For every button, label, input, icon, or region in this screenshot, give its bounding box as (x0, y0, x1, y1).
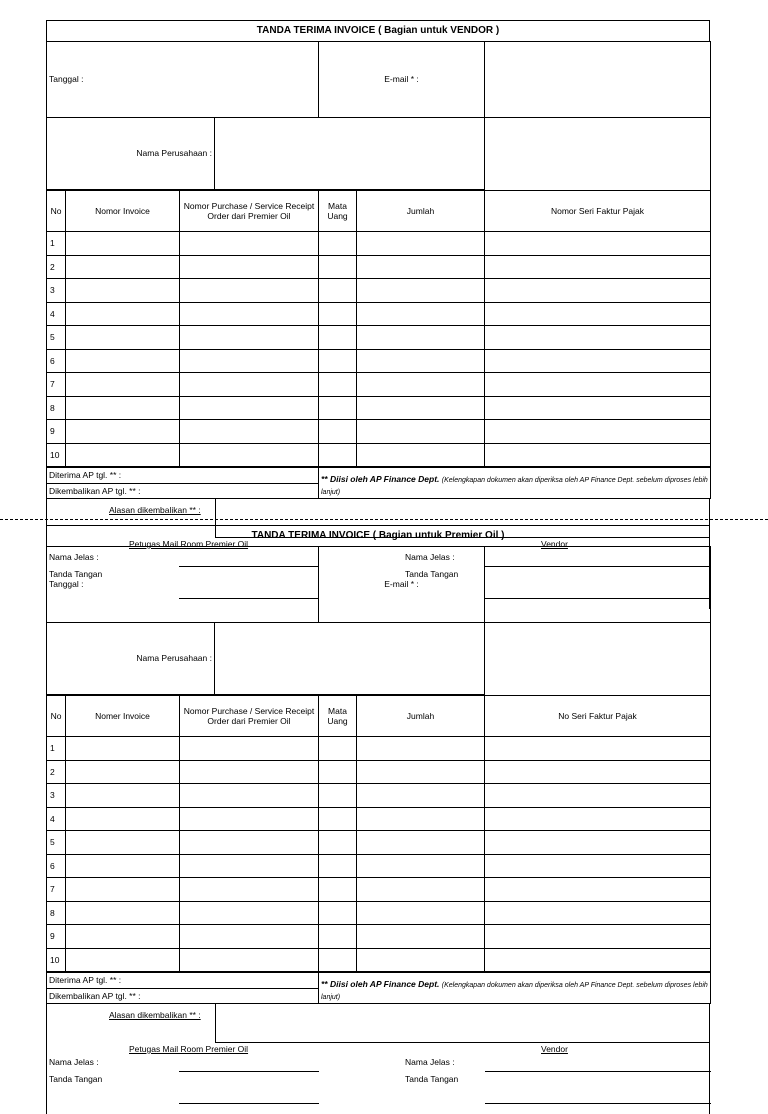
currency-cell[interactable] (319, 948, 357, 972)
invoice-cell[interactable] (66, 737, 180, 761)
currency-cell[interactable] (319, 302, 357, 326)
invoice-cell[interactable] (66, 420, 180, 444)
row-number: 5 (47, 831, 66, 855)
name-label-left: Nama Jelas : (49, 552, 99, 562)
row-number: 4 (47, 807, 66, 831)
invoice-cell[interactable] (66, 760, 180, 784)
invoice-cell[interactable] (66, 878, 180, 902)
col-po-header: Nomor Purchase / Service Receipt Order dari Premier Oil (180, 696, 319, 737)
received-date-field[interactable] (47, 468, 319, 484)
ap-note-main: ** Diisi oleh AP Finance Dept. (321, 474, 440, 484)
date-field[interactable] (47, 42, 319, 118)
po-cell[interactable] (180, 925, 319, 949)
amount-cell[interactable] (357, 784, 485, 808)
return-reason-section (46, 1004, 710, 1044)
po-cell[interactable] (180, 878, 319, 902)
table-row (47, 925, 711, 949)
company-label: Nama Perusahaan : (47, 622, 215, 694)
row-number: 8 (47, 901, 66, 925)
col-tax-header: No Seri Faktur Pajak (485, 696, 711, 737)
ap-table (46, 972, 711, 1004)
currency-cell[interactable] (319, 326, 357, 350)
row-number: 10 (47, 948, 66, 972)
row-number: 1 (47, 232, 66, 256)
ap-note-sub: (Kelengkapan dokumen akan diperiksa oleh AP Finance Dept. sebelum diproses lebih lanjut) (321, 477, 708, 496)
currency-cell[interactable] (319, 784, 357, 808)
po-cell[interactable] (180, 255, 319, 279)
company-label: Nama Perusahaan : (47, 117, 215, 189)
tax-cell[interactable] (485, 784, 711, 808)
currency-cell[interactable] (319, 396, 357, 420)
mailroom-label: Petugas Mail Room Premier Oil (129, 539, 249, 549)
amount-cell[interactable] (357, 901, 485, 925)
ap-note-sub: (Kelengkapan dokumen akan diperiksa oleh AP Finance Dept. sebelum diproses lebih lanjut) (321, 982, 708, 1001)
name-label-left: Nama Jelas : (49, 1057, 99, 1067)
table-row (47, 784, 711, 808)
tax-cell[interactable] (485, 831, 711, 855)
amount-cell[interactable] (357, 373, 485, 397)
table-row (47, 420, 711, 444)
returned-label: Dikembalikan AP tgl. ** : (49, 990, 141, 1001)
table-row (47, 279, 711, 303)
tax-cell[interactable] (485, 807, 711, 831)
row-number: 3 (47, 784, 66, 808)
po-cell[interactable] (180, 807, 319, 831)
table-row (47, 948, 711, 972)
po-cell[interactable] (180, 326, 319, 350)
col-po-header: Nomor Purchase / Service Receipt Order dari Premier Oil (180, 191, 319, 232)
row-number: 10 (47, 443, 66, 467)
tax-cell[interactable] (485, 396, 711, 420)
amount-cell[interactable] (357, 279, 485, 303)
tax-cell[interactable] (485, 302, 711, 326)
row-number: 4 (47, 302, 66, 326)
currency-cell[interactable] (319, 760, 357, 784)
col-no-header: No (47, 696, 66, 737)
tax-cell[interactable] (485, 878, 711, 902)
col-no-header: No (47, 191, 66, 232)
invoice-table (46, 695, 711, 972)
po-cell[interactable] (180, 948, 319, 972)
sign-label-left: Tanda Tangan (49, 569, 103, 579)
invoice-cell[interactable] (66, 326, 180, 350)
received-label: Diterima AP tgl. ** : (49, 975, 122, 986)
tax-cell[interactable] (485, 349, 711, 373)
po-cell[interactable] (180, 373, 319, 397)
invoice-cell[interactable] (66, 349, 180, 373)
ap-note-main: ** Diisi oleh AP Finance Dept. (321, 979, 440, 989)
tax-cell[interactable] (485, 760, 711, 784)
row-number: 8 (47, 396, 66, 420)
invoice-table (46, 190, 711, 467)
returned-date-field[interactable] (47, 483, 319, 499)
signature-section (46, 1044, 710, 1114)
col-currency-header: Mata Uang (319, 191, 357, 232)
table-row (47, 737, 711, 761)
email-label: E-mail * : (319, 547, 485, 623)
row-number: 1 (47, 737, 66, 761)
ap-table (46, 467, 711, 499)
currency-cell[interactable] (319, 349, 357, 373)
tax-cell[interactable] (485, 232, 711, 256)
currency-cell[interactable] (319, 255, 357, 279)
amount-cell[interactable] (357, 807, 485, 831)
return-reason-label: Alasan dikembalikan ** : (109, 1010, 201, 1020)
date-label: Tanggal : (49, 74, 84, 85)
returned-label: Dikembalikan AP tgl. ** : (49, 485, 141, 496)
currency-cell[interactable] (319, 737, 357, 761)
vendor-label: Vendor (541, 1044, 568, 1054)
invoice-cell[interactable] (66, 302, 180, 326)
amount-cell[interactable] (357, 443, 485, 467)
premier-oil-receipt-form (46, 525, 710, 1084)
currency-cell[interactable] (319, 420, 357, 444)
invoice-cell[interactable] (66, 396, 180, 420)
table-row (47, 326, 711, 350)
header-table (46, 546, 711, 695)
invoice-cell[interactable] (66, 279, 180, 303)
mailroom-name-line[interactable] (179, 1071, 319, 1072)
po-cell[interactable] (180, 279, 319, 303)
currency-cell[interactable] (319, 854, 357, 878)
amount-cell[interactable] (357, 232, 485, 256)
invoice-cell[interactable] (66, 901, 180, 925)
col-currency-header: Mata Uang (319, 696, 357, 737)
ap-note (319, 973, 711, 1004)
vendor-signature-line[interactable] (485, 1103, 711, 1104)
tax-cell[interactable] (485, 443, 711, 467)
col-invoice-header: Nomer Invoice (66, 696, 180, 737)
tax-cell[interactable] (485, 279, 711, 303)
header-table (46, 41, 711, 190)
table-row (47, 373, 711, 397)
po-cell[interactable] (180, 901, 319, 925)
email-field[interactable] (485, 547, 711, 623)
table-row (47, 349, 711, 373)
invoice-cell[interactable] (66, 232, 180, 256)
sign-label-right: Tanda Tangan (405, 569, 459, 579)
amount-cell[interactable] (357, 948, 485, 972)
amount-cell[interactable] (357, 831, 485, 855)
email-label: E-mail * : (319, 42, 485, 118)
received-label: Diterima AP tgl. ** : (49, 470, 122, 481)
amount-cell[interactable] (357, 349, 485, 373)
received-date-field[interactable] (47, 973, 319, 989)
table-row (47, 232, 711, 256)
table-row (47, 396, 711, 420)
invoice-cell[interactable] (66, 807, 180, 831)
currency-cell[interactable] (319, 831, 357, 855)
invoice-cell[interactable] (66, 373, 180, 397)
amount-cell[interactable] (357, 760, 485, 784)
row-number: 7 (47, 373, 66, 397)
currency-cell[interactable] (319, 925, 357, 949)
vendor-name-line[interactable] (485, 1071, 711, 1072)
amount-cell[interactable] (357, 396, 485, 420)
ap-note (319, 468, 711, 499)
currency-cell[interactable] (319, 901, 357, 925)
currency-cell[interactable] (319, 279, 357, 303)
date-label: Tanggal : (49, 579, 84, 590)
invoice-cell[interactable] (66, 443, 180, 467)
mailroom-signature-line[interactable] (179, 1103, 319, 1104)
row-number: 9 (47, 925, 66, 949)
row-number: 6 (47, 349, 66, 373)
return-reason-label: Alasan dikembalikan ** : (109, 505, 201, 515)
name-label-right: Nama Jelas : (405, 1057, 455, 1067)
tax-cell[interactable] (485, 420, 711, 444)
tax-cell[interactable] (485, 326, 711, 350)
col-tax-header: Nomor Seri Faktur Pajak (485, 191, 711, 232)
tax-cell[interactable] (485, 255, 711, 279)
vendor-label: Vendor (541, 539, 568, 549)
row-number: 2 (47, 760, 66, 784)
invoice-cell[interactable] (66, 784, 180, 808)
table-row (47, 302, 711, 326)
tax-cell[interactable] (485, 373, 711, 397)
po-cell[interactable] (180, 396, 319, 420)
tax-cell[interactable] (485, 901, 711, 925)
row-number: 3 (47, 279, 66, 303)
table-row (47, 854, 711, 878)
col-amount-header: Jumlah (357, 696, 485, 737)
row-number: 5 (47, 326, 66, 350)
date-field[interactable] (47, 547, 319, 623)
tax-cell[interactable] (485, 854, 711, 878)
returned-date-field[interactable] (47, 988, 319, 1004)
po-cell[interactable] (180, 420, 319, 444)
amount-cell[interactable] (357, 925, 485, 949)
amount-cell[interactable] (357, 302, 485, 326)
po-cell[interactable] (180, 737, 319, 761)
po-cell[interactable] (180, 232, 319, 256)
amount-cell[interactable] (357, 878, 485, 902)
po-cell[interactable] (180, 349, 319, 373)
amount-cell[interactable] (357, 854, 485, 878)
invoice-cell[interactable] (66, 255, 180, 279)
currency-cell[interactable] (319, 443, 357, 467)
currency-cell[interactable] (319, 807, 357, 831)
table-row (47, 443, 711, 467)
sign-label-right: Tanda Tangan (405, 1074, 459, 1084)
invoice-cell[interactable] (66, 854, 180, 878)
currency-cell[interactable] (319, 232, 357, 256)
sign-label-left: Tanda Tangan (49, 1074, 103, 1084)
amount-cell[interactable] (357, 326, 485, 350)
currency-cell[interactable] (319, 878, 357, 902)
invoice-cell[interactable] (66, 948, 180, 972)
table-row (47, 760, 711, 784)
table-row (47, 831, 711, 855)
row-number: 6 (47, 854, 66, 878)
form-title: TANDA TERIMA INVOICE ( Bagian untuk Premier Oil ) (46, 525, 710, 546)
col-invoice-header: Nomor Invoice (66, 191, 180, 232)
po-cell[interactable] (180, 784, 319, 808)
row-number: 7 (47, 878, 66, 902)
tax-cell[interactable] (485, 948, 711, 972)
tax-cell[interactable] (485, 925, 711, 949)
currency-cell[interactable] (319, 373, 357, 397)
table-row (47, 807, 711, 831)
tax-cell[interactable] (485, 737, 711, 761)
company-field[interactable] (215, 117, 485, 189)
po-cell[interactable] (180, 443, 319, 467)
amount-cell[interactable] (357, 737, 485, 761)
row-number: 2 (47, 255, 66, 279)
cut-line (0, 519, 768, 520)
row-number: 9 (47, 420, 66, 444)
col-amount-header: Jumlah (357, 191, 485, 232)
po-cell[interactable] (180, 831, 319, 855)
po-cell[interactable] (180, 760, 319, 784)
table-row (47, 255, 711, 279)
po-cell[interactable] (180, 302, 319, 326)
amount-cell[interactable] (357, 255, 485, 279)
mailroom-label: Petugas Mail Room Premier Oil (129, 1044, 249, 1054)
form-title: TANDA TERIMA INVOICE ( Bagian untuk VENDOR ) (46, 20, 710, 41)
po-cell[interactable] (180, 854, 319, 878)
name-label-right: Nama Jelas : (405, 552, 455, 562)
invoice-cell[interactable] (66, 925, 180, 949)
amount-cell[interactable] (357, 420, 485, 444)
table-row (47, 878, 711, 902)
company-field[interactable] (215, 622, 485, 694)
invoice-cell[interactable] (66, 831, 180, 855)
email-field[interactable] (485, 42, 711, 118)
table-row (47, 901, 711, 925)
